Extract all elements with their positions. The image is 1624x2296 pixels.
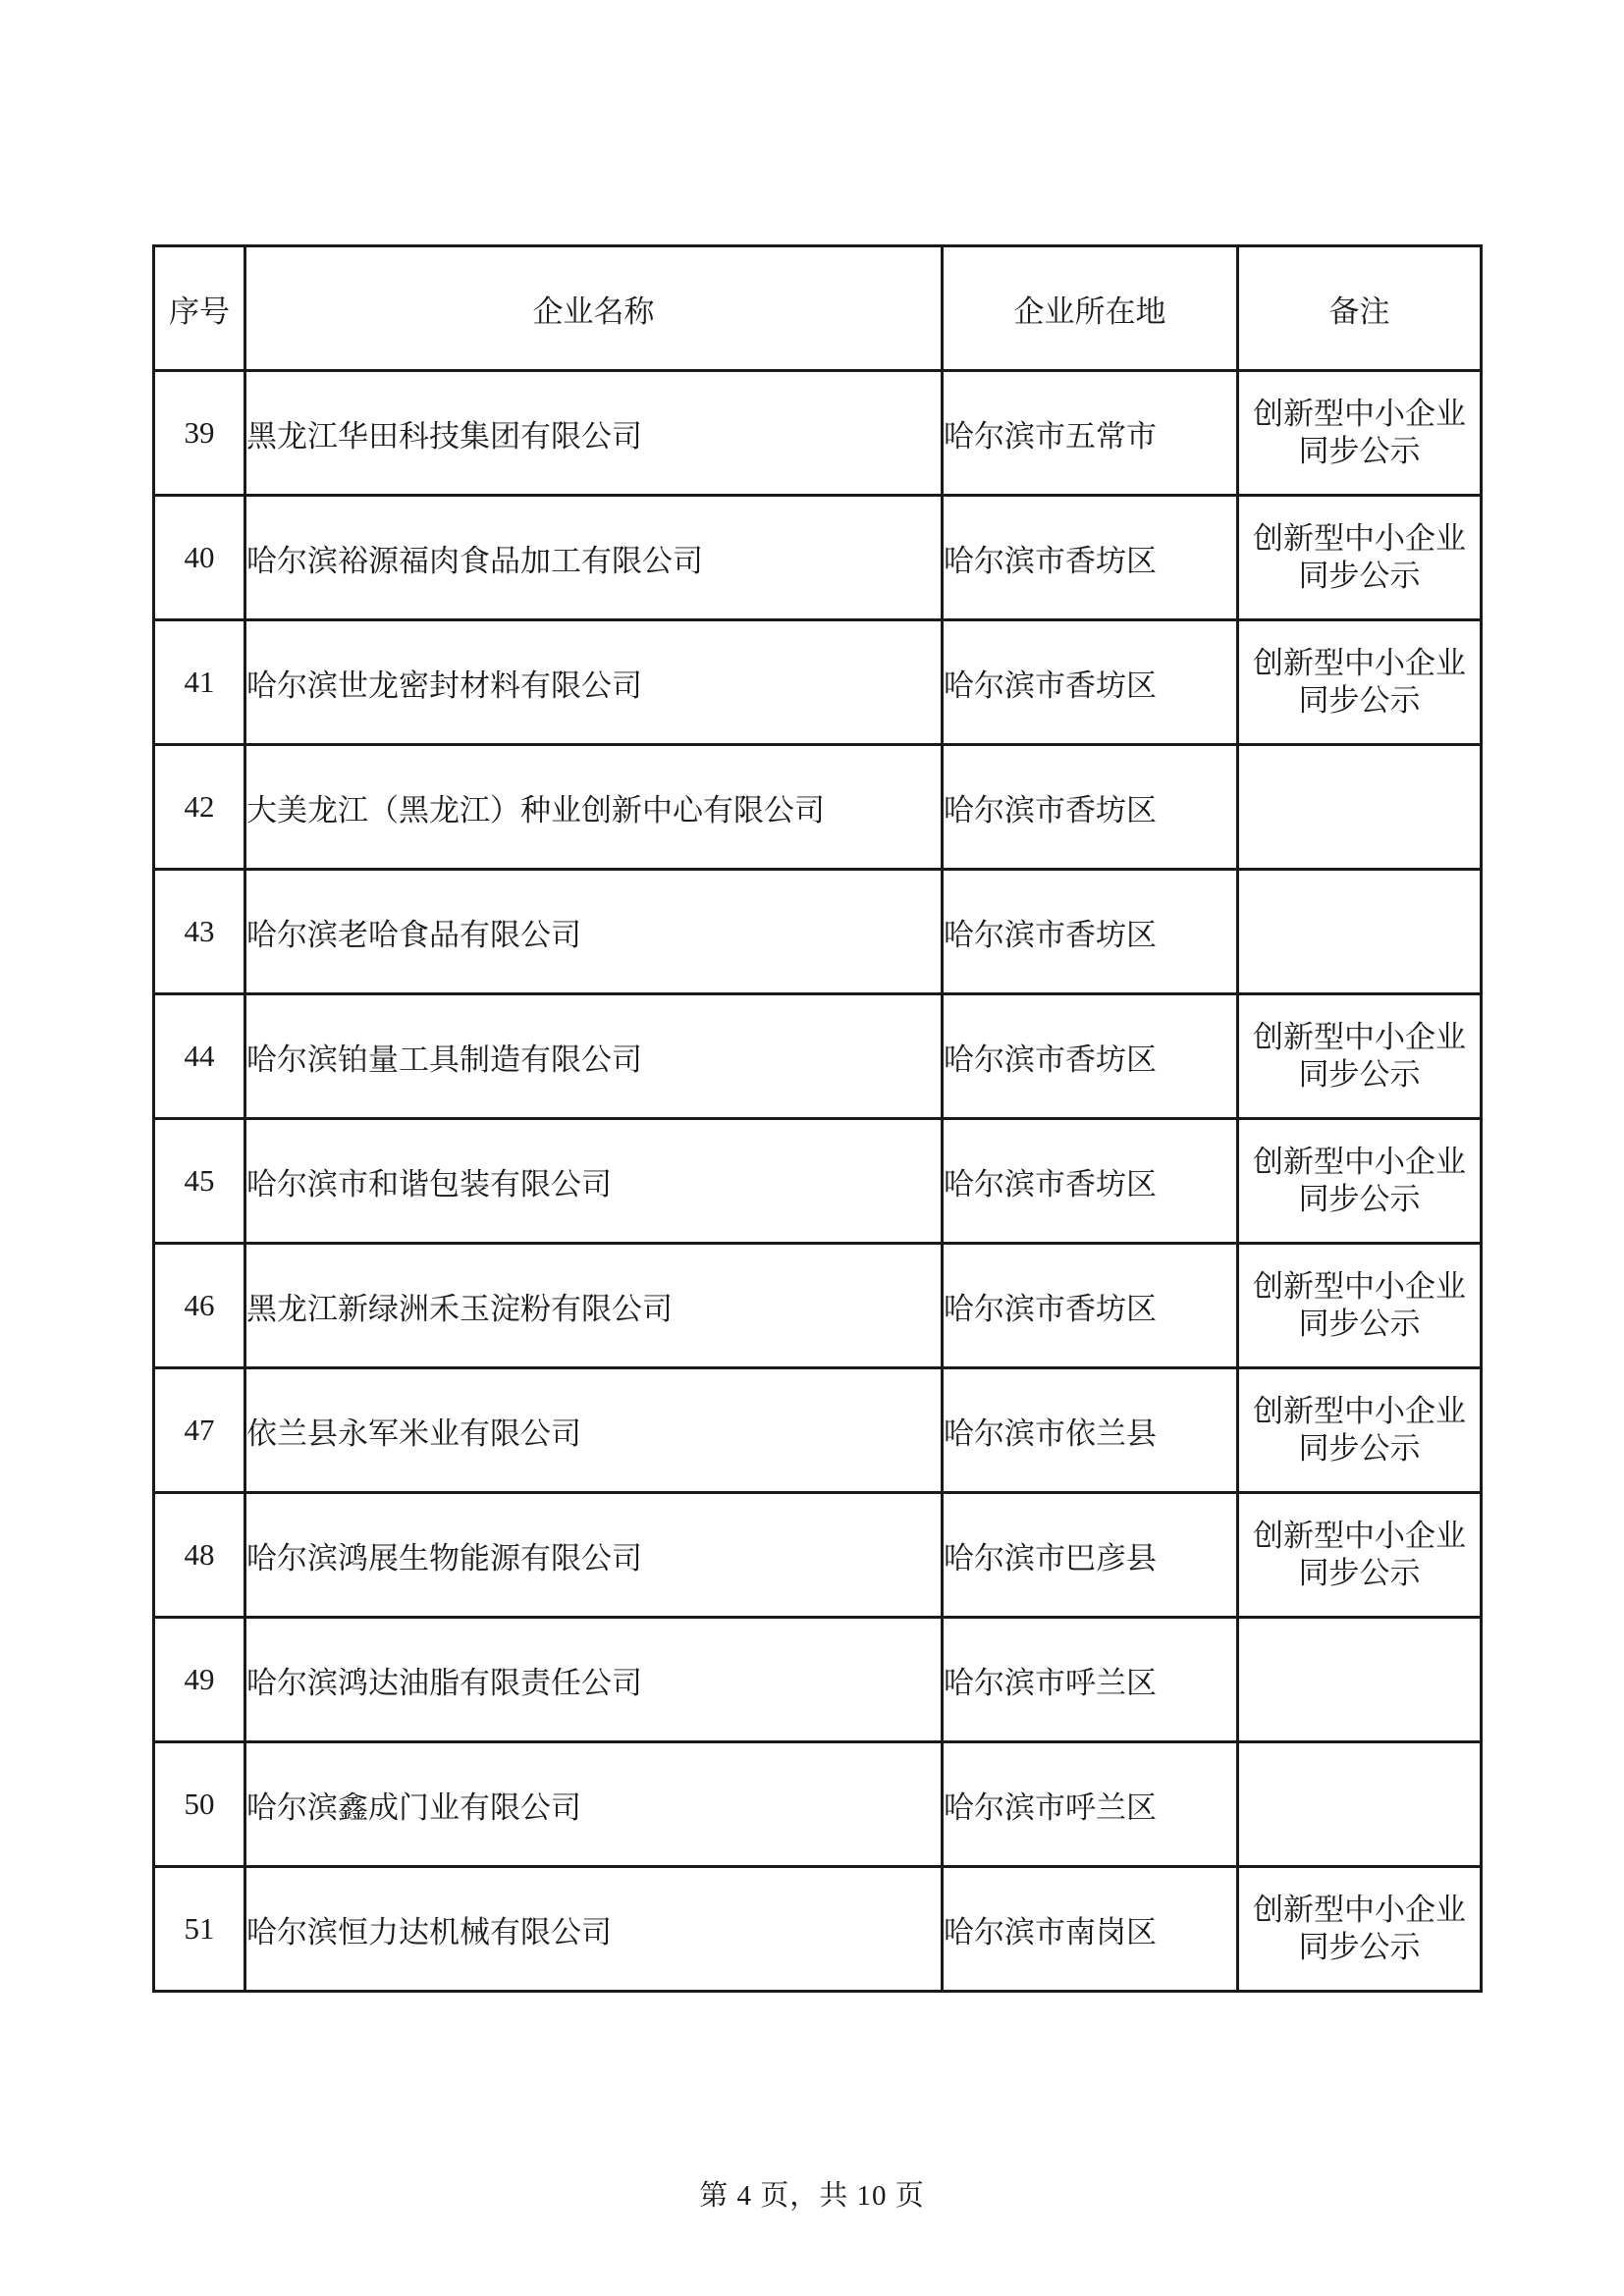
location-cell: 哈尔滨市香坊区 — [943, 994, 1238, 1119]
enterprise-name-cell: 依兰县永军米业有限公司 — [245, 1368, 943, 1493]
remarks-line1: 创新型中小企业 — [1253, 1519, 1466, 1554]
enterprise-name-cell: 大美龙江（黑龙江）种业创新中心有限公司 — [245, 745, 943, 870]
remarks-cell — [1238, 371, 1482, 496]
remarks-line1: 创新型中小企业 — [1253, 397, 1466, 432]
remarks-line1: 创新型中小企业 — [1253, 646, 1466, 681]
location-cell: 哈尔滨市依兰县 — [943, 1368, 1238, 1493]
remarks-cell — [1238, 994, 1482, 1119]
enterprise-name-cell: 哈尔滨鸿展生物能源有限公司 — [245, 1493, 943, 1618]
serial-number-cell: 46 — [154, 1244, 245, 1368]
remarks-line2: 同步公示 — [1298, 1431, 1421, 1467]
header-enterprise-name: 企业名称 — [245, 246, 943, 371]
serial-number-cell: 43 — [154, 870, 245, 994]
remarks-line1: 创新型中小企业 — [1253, 1394, 1466, 1429]
header-serial-number: 序号 — [154, 246, 245, 371]
remarks-cell — [1238, 1742, 1482, 1867]
enterprise-name-cell: 哈尔滨裕源福肉食品加工有限公司 — [245, 496, 943, 620]
location-cell: 哈尔滨市呼兰区 — [943, 1618, 1238, 1742]
remarks-line1: 创新型中小企业 — [1253, 1145, 1466, 1180]
serial-number-cell: 42 — [154, 745, 245, 870]
remarks-line1: 创新型中小企业 — [1253, 1269, 1466, 1305]
table-row — [154, 1493, 1482, 1618]
enterprise-name-cell: 黑龙江新绿洲禾玉淀粉有限公司 — [245, 1244, 943, 1368]
table-row — [154, 1119, 1482, 1244]
location-cell: 哈尔滨市香坊区 — [943, 870, 1238, 994]
table-row — [154, 870, 1482, 994]
location-cell: 哈尔滨市呼兰区 — [943, 1742, 1238, 1867]
enterprise-name-cell: 哈尔滨市和谐包装有限公司 — [245, 1119, 943, 1244]
header-enterprise-location: 企业所在地 — [943, 246, 1238, 371]
enterprise-name-cell: 哈尔滨鸿达油脂有限责任公司 — [245, 1618, 943, 1742]
enterprise-name-cell: 哈尔滨铂量工具制造有限公司 — [245, 994, 943, 1119]
remarks-cell — [1238, 1493, 1482, 1618]
remarks-line2: 同步公示 — [1298, 683, 1421, 719]
remarks-cell — [1238, 1244, 1482, 1368]
remarks-cell — [1238, 496, 1482, 620]
enterprise-name-cell: 哈尔滨鑫成门业有限公司 — [245, 1742, 943, 1867]
table-row — [154, 1618, 1482, 1742]
enterprise-name-cell: 哈尔滨老哈食品有限公司 — [245, 870, 943, 994]
location-cell: 哈尔滨市香坊区 — [943, 1244, 1238, 1368]
remarks-cell — [1238, 745, 1482, 870]
remarks-line2: 同步公示 — [1298, 1057, 1421, 1093]
location-cell: 哈尔滨市南岗区 — [943, 1867, 1238, 1992]
remarks-cell — [1238, 870, 1482, 994]
serial-number-cell: 48 — [154, 1493, 245, 1618]
enterprise-name-cell: 哈尔滨世龙密封材料有限公司 — [245, 620, 943, 745]
serial-number-cell: 50 — [154, 1742, 245, 1867]
table-row — [154, 1368, 1482, 1493]
remarks-cell — [1238, 1618, 1482, 1742]
remarks-cell — [1238, 620, 1482, 745]
header-remarks: 备注 — [1238, 246, 1482, 371]
table-row — [154, 371, 1482, 496]
serial-number-cell: 40 — [154, 496, 245, 620]
table-row — [154, 620, 1482, 745]
location-cell: 哈尔滨市香坊区 — [943, 1119, 1238, 1244]
table-row — [154, 496, 1482, 620]
table-row — [154, 994, 1482, 1119]
table-header-row — [154, 246, 1482, 371]
enterprise-name-cell: 黑龙江华田科技集团有限公司 — [245, 371, 943, 496]
serial-number-cell: 49 — [154, 1618, 245, 1742]
enterprise-name-cell: 哈尔滨恒力达机械有限公司 — [245, 1867, 943, 1992]
remarks-line1: 创新型中小企业 — [1253, 521, 1466, 557]
table-row — [154, 1244, 1482, 1368]
location-cell: 哈尔滨市香坊区 — [943, 745, 1238, 870]
location-cell: 哈尔滨市香坊区 — [943, 620, 1238, 745]
remarks-line2: 同步公示 — [1298, 434, 1421, 469]
location-cell: 哈尔滨市五常市 — [943, 371, 1238, 496]
remarks-line2: 同步公示 — [1298, 1307, 1421, 1342]
page-number-footer: 第 4 页，共 10 页 — [699, 2180, 925, 2212]
enterprise-table — [152, 244, 1483, 1993]
remarks-line1: 创新型中小企业 — [1253, 1893, 1466, 1928]
table-row — [154, 1867, 1482, 1992]
serial-number-cell: 51 — [154, 1867, 245, 1992]
remarks-line1: 创新型中小企业 — [1253, 1020, 1466, 1055]
remarks-cell — [1238, 1368, 1482, 1493]
serial-number-cell: 39 — [154, 371, 245, 496]
remarks-line2: 同步公示 — [1298, 1556, 1421, 1591]
serial-number-cell: 47 — [154, 1368, 245, 1493]
table-row — [154, 1742, 1482, 1867]
location-cell: 哈尔滨市巴彦县 — [943, 1493, 1238, 1618]
location-cell: 哈尔滨市香坊区 — [943, 496, 1238, 620]
remarks-line2: 同步公示 — [1298, 1930, 1421, 1965]
serial-number-cell: 41 — [154, 620, 245, 745]
remarks-line2: 同步公示 — [1298, 559, 1421, 594]
serial-number-cell: 45 — [154, 1119, 245, 1244]
serial-number-cell: 44 — [154, 994, 245, 1119]
table-row — [154, 745, 1482, 870]
remarks-cell — [1238, 1867, 1482, 1992]
remarks-cell — [1238, 1119, 1482, 1244]
remarks-line2: 同步公示 — [1298, 1182, 1421, 1217]
